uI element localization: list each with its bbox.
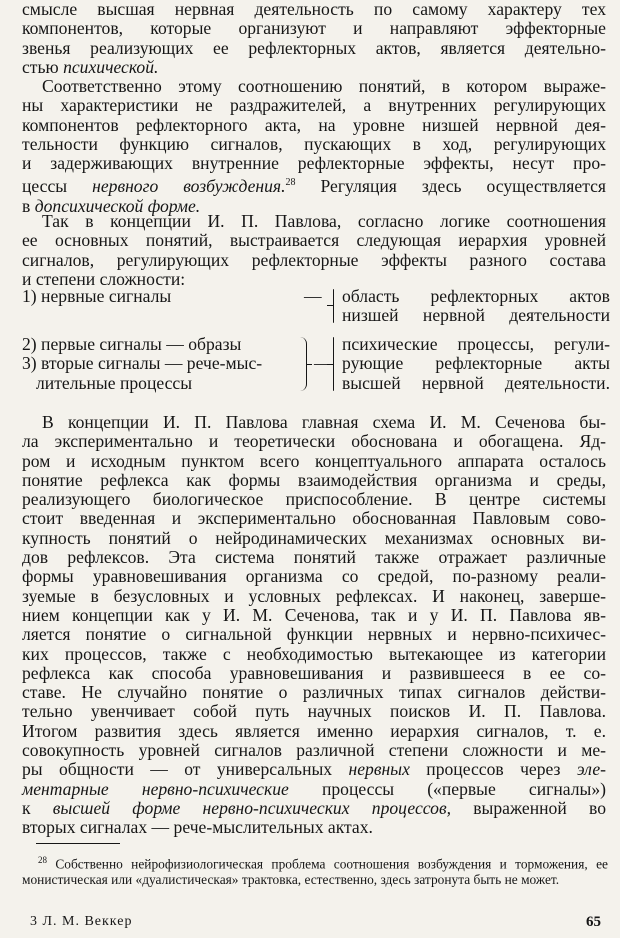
scheme-level-labels (22, 335, 262, 393)
text-line: тельно увенчивает собой путь научных поисков И. П. Павлова. (22, 701, 606, 722)
text-line: психические процессы, регули- (342, 334, 610, 354)
text-line: ких процессов, также с необходимостью вытекающее из категории (22, 643, 606, 664)
text-line: компонентов рефлекторного акта, на уровне низшей нервной дея- (22, 114, 606, 135)
text-line: вторых сигналах — рече-мыслительных актах. (22, 817, 373, 838)
text-fragment: в (22, 195, 35, 216)
text-line: звенья реализующих ее рефлекторных актов, является деятельно- (22, 37, 606, 58)
paragraph-hierarchy-intro (22, 212, 606, 289)
text-line (22, 760, 606, 779)
text-fragment: процессы («первые сигналы») (288, 778, 607, 799)
brace-tip (306, 364, 312, 365)
text-fragment: ры общности — от универсальных (22, 759, 349, 780)
text-line: низшей нервной деятельности (342, 305, 610, 326)
text-line: ее основных понятий, выстраивается следующая иерархия уровней (22, 230, 606, 251)
text-line: и степени сложности: (22, 268, 186, 289)
text-line: и задерживающих внутренние рефлекторные эффекты, несут про- (22, 153, 606, 174)
text-line: реализующего биологическое приспособление. В центре системы (22, 489, 606, 510)
paragraph-regulation (22, 77, 606, 216)
text-line: компонентов, которые организуют и направляют эффекторные (22, 18, 606, 39)
paragraph-pavlov-concept (22, 413, 606, 838)
italic-term: эле- (576, 759, 606, 780)
text-line (22, 173, 606, 196)
text-line (22, 799, 606, 818)
scheme-level-label: 1) нервные сигналы (22, 286, 172, 306)
italic-term: нервных (348, 759, 410, 780)
brace-tip (327, 364, 333, 365)
text-line: зуемые в безусловных и условных рефлексах. И наконец, заверше- (22, 585, 606, 606)
brace-tip (327, 305, 333, 306)
text-line (22, 780, 606, 799)
footnote-number: 28 (38, 855, 47, 865)
text-line: смысле высшая нервная деятельность по самому характеру тех (22, 0, 606, 19)
text-fragment: выраженной во (451, 797, 606, 818)
text-line: высшей нервной деятельности. (342, 372, 610, 393)
scheme-level-label: 2) первые сигналы — образы (22, 334, 242, 354)
text-line (22, 58, 606, 77)
scheme-dash: — (314, 353, 332, 373)
brace (333, 289, 334, 323)
italic-term: нервного возбуждения. (92, 176, 286, 197)
footnote (22, 852, 608, 888)
italic-term: высшей форме нервно-психических процессов, (52, 797, 451, 818)
text-line: формы уравновешивания организма со средой, по-разному реали- (22, 566, 606, 587)
text-line: ром и исходным пунктом всего концептуального аппарата осталось (22, 450, 606, 471)
signal-hierarchy-scheme (22, 287, 610, 397)
text-line: сигналов, регулирующих рефлекторные эффекты разного состава (22, 249, 606, 270)
text-line: ны характеристики не раздражителей, а внутренних регулирующих (22, 95, 606, 116)
text-line: понятие рефлекса как формы взаимодействия организма и среды, (22, 469, 606, 490)
text-fragment: стью (22, 56, 64, 77)
text-line: рефлекса как способа уравновешивания и развившееся в ее со- (22, 662, 606, 683)
text-line: ставе. Не случайно понятие о различных типах сигналов действи- (22, 682, 606, 703)
italic-term: психической. (63, 56, 159, 77)
text-fragment: Регуляция здесь осуществляется (295, 176, 607, 197)
scheme-description (342, 335, 610, 393)
text-line: В концепции И. П. Павлова главная схема И. М. Сеченова бы- (42, 412, 606, 432)
scheme-description (342, 287, 610, 326)
text-line: тельности функцию сигналов, пускающих в ход, регулирующих (22, 133, 606, 154)
text-line: купность понятий о нейродинамических механизмах основных ви- (22, 527, 606, 548)
text-line: Итогом развития здесь является именно иерархия сигналов, т. е. (22, 720, 606, 741)
text-fragment: цессы (22, 176, 93, 197)
italic-term: ментарные нервно-психические (22, 778, 289, 799)
scheme-dash: — (304, 286, 322, 306)
signature-mark: 3 Л. М. Веккер (30, 914, 133, 929)
text-line: Соответственно этому соотношению понятий, в котором выраже- (42, 76, 606, 96)
text-line: совокупность уровней сигналов различной степени сложности и ме- (22, 740, 606, 761)
text-line: ляется понятие о сигнальной функции нервных и нервно-психичес- (22, 624, 606, 645)
text-line: Так в концепции И. П. Павлова, согласно логике соотношения (42, 211, 606, 231)
text-line: стоит введенная и экспериментально обоснованная Павловым сово- (22, 508, 606, 529)
text-line: область рефлекторных актов (342, 286, 610, 306)
text-fragment: процессов через (409, 759, 577, 780)
scheme-level-label: 3) вторые сигналы — рече-мыс- (22, 353, 263, 374)
text-line: дов рефлексов. Эта система понятий также отражает различные (22, 547, 606, 568)
italic-term: допсихической форме. (34, 195, 201, 216)
paragraph-top (22, 0, 606, 77)
footnote-text: Собственно нейрофизиологическая проблема соотношения возбуждения и торможения, ее монистическая или «дуалистическая» трактовка, естественно, здесь затронута быть не может. (22, 856, 608, 888)
footnote-ref[interactable]: 28 (285, 177, 296, 189)
text-line: рующие рефлекторные акты (342, 353, 610, 374)
footnote-divider (36, 843, 120, 844)
scheme-level-label: лительные процессы (36, 372, 193, 393)
text-fragment: к (22, 797, 53, 818)
text-line: ла экспериментально и теоретически обоснована и обогащена. Яд- (22, 431, 606, 452)
text-line: нием концепции как у И. М. Сеченова, так и у И. П. Павлова яв- (22, 604, 606, 625)
page-number: 65 (586, 914, 601, 930)
brace (333, 337, 334, 391)
